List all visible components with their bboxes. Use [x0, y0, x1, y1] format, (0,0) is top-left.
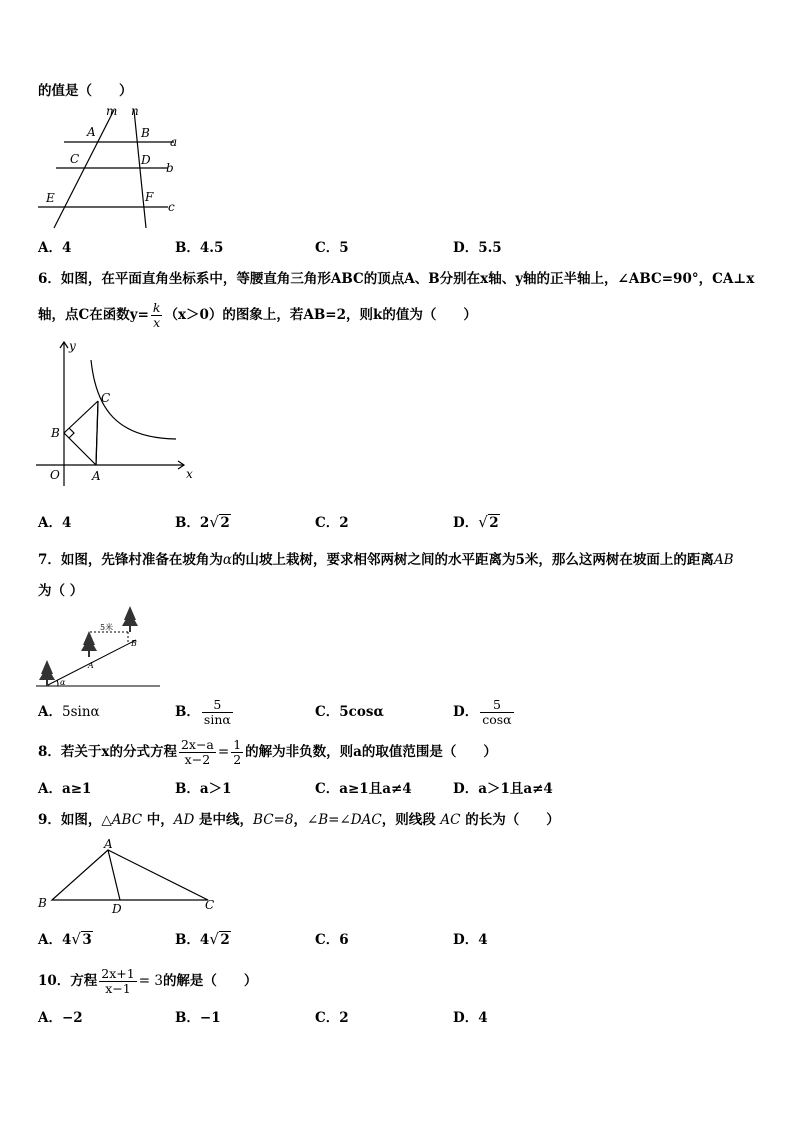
q9-label-D: D: [112, 902, 122, 916]
q10-option-a[interactable]: A．−2: [38, 1010, 83, 1026]
q10-option-d[interactable]: D．4: [453, 1010, 488, 1026]
q7-label-A: A: [88, 661, 94, 670]
q9-option-b[interactable]: B．4√ 2: [175, 931, 231, 949]
q5-label-C: C: [70, 152, 80, 166]
q9-label-B: B: [38, 896, 47, 910]
q7-option-c[interactable]: C．5cosα: [315, 704, 384, 720]
q7-label-B: B: [131, 639, 137, 648]
q5-option-a[interactable]: A．4: [38, 240, 72, 256]
q6-option-c[interactable]: C．2: [315, 515, 349, 531]
q10-line: 10．方程 $\frac{2x+1}{x-1}$ = 3的解是（ ）: [38, 966, 258, 996]
q9-triangle-figure: [36, 836, 226, 918]
q5-text: 的值是（ ）: [38, 83, 133, 99]
q7-option-b[interactable]: B． $\frac{5}{\sin\alpha}$: [175, 697, 231, 727]
q7-label-distance: 5米: [100, 623, 114, 632]
q7-slope-trees-figure: [36, 604, 166, 692]
q8-line: 8．若关于x的分式方程 $\frac{2x-a}{x-2}$ = $\frac{1}{2}$ 的解为非负数，则a的取值范围是（ ）: [38, 737, 497, 767]
q5-label-B: B: [141, 126, 150, 140]
q6-label-x: x: [186, 467, 193, 481]
q6-option-d[interactable]: D．√ 2: [453, 514, 500, 532]
q5-parallel-lines-figure: [36, 104, 186, 230]
q8-option-c[interactable]: C．a≥1且a≠4: [315, 781, 412, 797]
q6-label-O: O: [50, 468, 60, 482]
q9-option-d[interactable]: D．4: [453, 932, 488, 948]
q7-option-d[interactable]: D． $\frac{5}{\cos\alpha}$: [453, 697, 512, 727]
q5-label-m: m: [106, 104, 118, 118]
q10-option-c[interactable]: C．2: [315, 1010, 349, 1026]
q6-label-C: C: [101, 391, 111, 405]
q7-option-a[interactable]: A．5sinα: [38, 704, 100, 720]
q6-line2: 轴，点C在函数y= $\frac{k}{x}$ （x＞0）的图象上，若AB=2，则k的值为（ ）: [38, 300, 477, 330]
q6-option-b[interactable]: B．2√ 2: [175, 514, 231, 532]
q6-label-A: A: [92, 469, 101, 483]
q5-label-F: F: [145, 190, 154, 204]
q5-label-c: c: [168, 200, 175, 214]
q7-line1: 7．如图，先锋村准备在坡角为α的山坡上栽树，要求相邻两树之间的水平距离为5米，那么这两树在坡面上的距离AB: [38, 552, 734, 568]
q6-label-y: y: [69, 339, 76, 353]
q5-label-a: a: [170, 135, 178, 149]
q5-option-d[interactable]: D．5.5: [453, 240, 502, 256]
q5-label-E: E: [46, 191, 55, 205]
q5-option-b[interactable]: B．4.5: [175, 240, 224, 256]
q6-option-a[interactable]: A．4: [38, 515, 72, 531]
q6-coordinate-figure: [36, 338, 206, 488]
q9-option-a[interactable]: A．4√ 3: [38, 931, 93, 949]
q5-label-A: A: [87, 125, 96, 139]
q7-line2: 为（ ）: [38, 583, 84, 599]
q9-label-A: A: [104, 837, 113, 851]
q8-option-d[interactable]: D．a＞1且a≠4: [453, 781, 553, 797]
q8-option-a[interactable]: A．a≥1: [38, 781, 92, 797]
q9-option-c[interactable]: C．6: [315, 932, 349, 948]
q8-option-b[interactable]: B．a＞1: [175, 781, 232, 797]
q9-label-C: C: [205, 898, 215, 912]
q9-line: 9．如图，△ABC 中，AD 是中线，BC=8，∠B=∠DAC，则线段 AC 的长为（ ）: [38, 812, 560, 828]
q6-line1: 6．如图，在平面直角坐标系中，等腰直角三角形ABC的顶点A、B分别在x轴、y轴的正半轴上，∠ABC=90°，CA⊥x: [38, 271, 755, 287]
q5-option-c[interactable]: C．5: [315, 240, 349, 256]
q7-label-alpha: α: [60, 678, 66, 687]
q5-label-D: D: [141, 153, 151, 167]
q5-label-b: b: [166, 161, 174, 175]
q6-label-B: B: [51, 426, 60, 440]
q10-option-b[interactable]: B．−1: [175, 1010, 221, 1026]
q5-label-n: n: [131, 104, 139, 118]
